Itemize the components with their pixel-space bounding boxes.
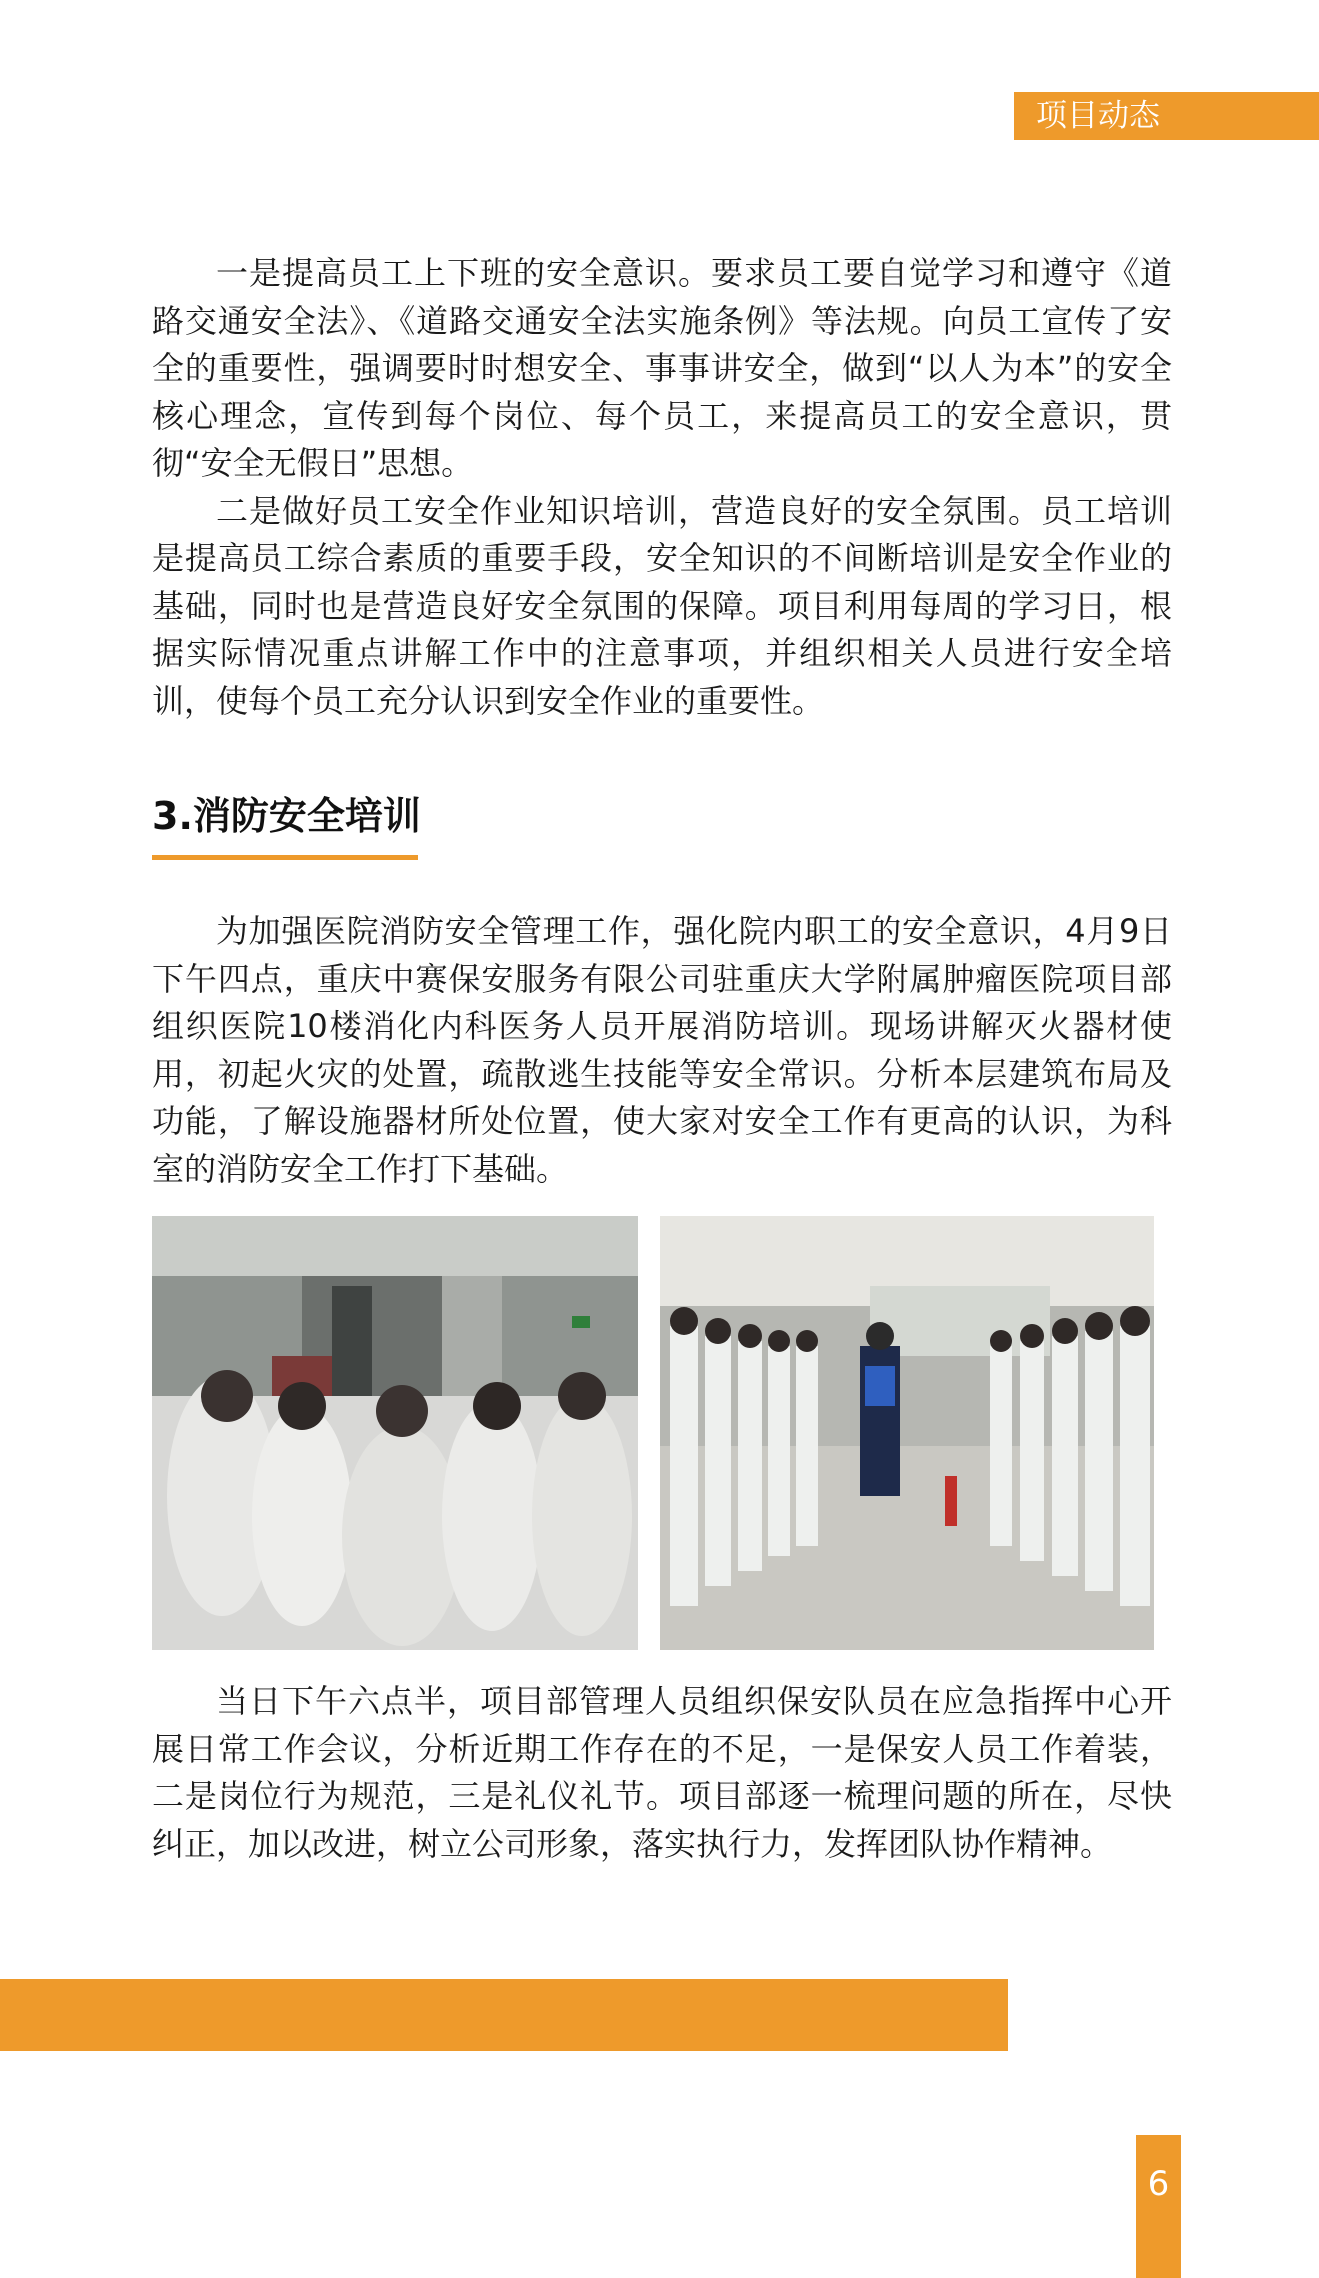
meeting-text-block: [152, 1678, 1172, 1868]
page-number: 6: [1147, 2164, 1170, 2204]
paragraph-safety-training: 二是做好员工安全作业知识培训，营造良好的安全氛围。员工培训是提高员工综合素质的重要手段，安全知识的不间断培训是安全作业的基础，同时也是营造良好安全氛围的保障。项目利用每周的学习日，根据实际情况重点讲解工作中的注意事项，并组织相关人员进行安全培训，使每个员工充分认识到安全作业的重要性。: [152, 491, 1172, 720]
footer-accent-bar: [0, 1979, 1008, 2051]
page-number-tab: [1136, 2135, 1181, 2278]
section-heading: 3.消防安全培训: [152, 794, 421, 838]
intro-text-block: [152, 250, 1172, 725]
training-photo-left: [152, 1216, 638, 1650]
heading-underline: [152, 855, 418, 860]
paragraph-team-meeting: 当日下午六点半，项目部管理人员组织保安队员在应急指挥中心开展日常工作会议，分析近期工作存在的不足，一是保安人员工作着装，二是岗位行为规范，三是礼仪礼节。项目部逐一梳理问题的所在，尽快纠正，加以改进，树立公司形象，落实执行力，发挥团队协作精神。: [152, 1682, 1172, 1863]
staff-group-photo: [152, 1216, 638, 1650]
paragraph-fire-training: 为加强医院消防安全管理工作，强化院内职工的安全意识，4月9日下午四点，重庆中赛保安服务有限公司驻重庆大学附属肿瘤医院项目部组织医院10楼消化内科医务人员开展消防培训。现场讲解灭火器材使用，初起火灾的处置，疏散逃生技能等安全常识。分析本层建筑布局及功能，了解设施器材所处位置，使大家对安全工作有更高的认识，为科室的消防安全工作打下基础。: [152, 912, 1172, 1188]
lobby-briefing-photo: [660, 1216, 1154, 1650]
training-photo-right: [660, 1216, 1154, 1650]
fire-training-text-block: [152, 908, 1172, 1193]
section-label: 项目动态: [1036, 98, 1160, 134]
section-tab: [1014, 92, 1319, 140]
paragraph-commute-safety: 一是提高员工上下班的安全意识。要求员工要自觉学习和遵守《道路交通安全法》、《道路交通安全法实施条例》等法规。向员工宣传了安全的重要性，强调要时时想安全、事事讲安全，做到“以人为本”的安全核心理念，宣传到每个岗位、每个员工，来提高员工的安全意识，贯彻“安全无假日”思想。: [152, 254, 1172, 482]
